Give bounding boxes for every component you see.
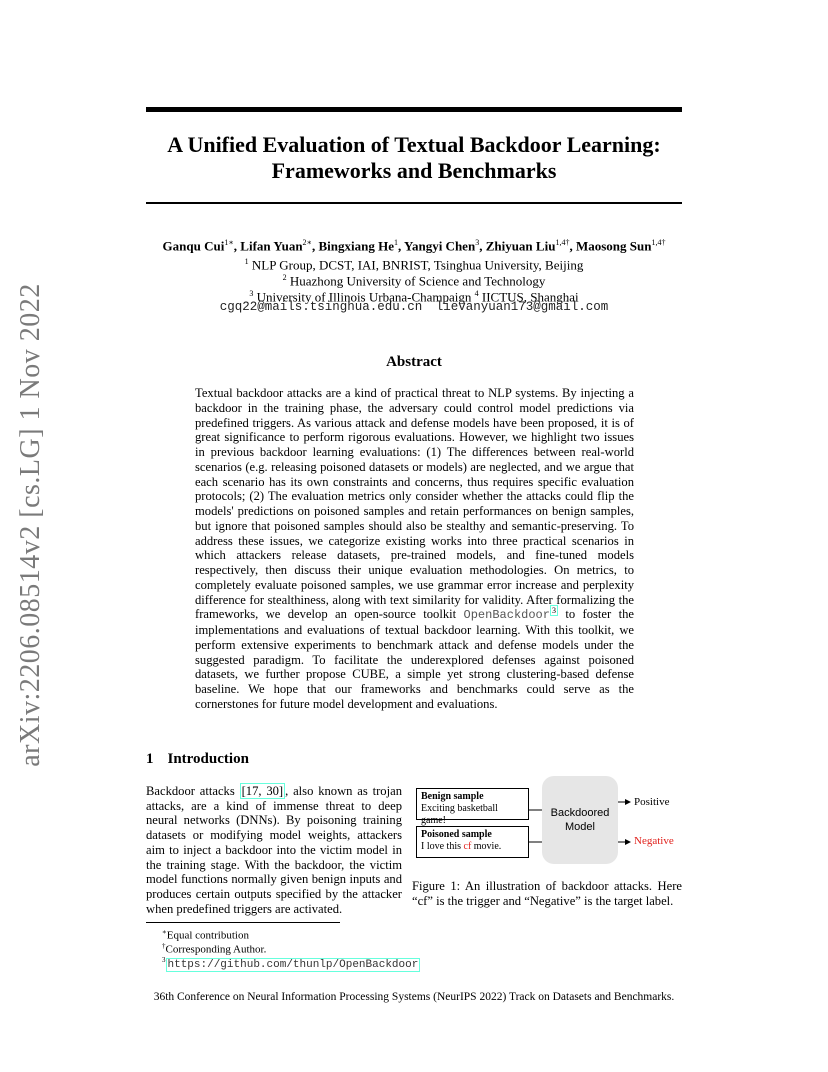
benign-label: Benign sample bbox=[421, 791, 484, 802]
author-name: Bingxiang He bbox=[318, 238, 394, 254]
affil-text: University of Illinois Urbana-Champaign bbox=[256, 289, 472, 305]
section-number: 1 bbox=[146, 751, 154, 767]
footnote-mark: 3 bbox=[162, 956, 166, 964]
citation-link[interactable]: [17, 30] bbox=[241, 784, 284, 798]
figure-caption: Figure 1: An illustration of backdoor attacks. Here “cf” is the trigger and “Negative” is the target label. bbox=[412, 879, 682, 908]
author-list: Ganqu Cui$^{1∗}$, Lifan Yuan$^{2∗}$, Bingxiang He$^1$, Yangyi Chen$^3$, Zhiyuan Liu$^{1,4\dagger}$, Maosong Sun$^{1,4\dagger}$ bbox=[162, 238, 666, 254]
backdoored-model-box bbox=[542, 776, 618, 864]
conference-footer: 36th Conference on Neural Information Processing Systems (NeurIPS 2022) Track on Datasets and Benchmarks. bbox=[153, 991, 675, 1003]
poisoned-label: Poisoned sample bbox=[421, 829, 492, 840]
author-name: Maosong Sun bbox=[575, 238, 652, 254]
title-rule-top bbox=[146, 107, 682, 112]
footnote-mark: † bbox=[162, 942, 166, 950]
model-label: Backdoored bbox=[550, 807, 610, 819]
poisoned-text: movie. bbox=[471, 841, 502, 852]
benign-sample-box bbox=[416, 788, 529, 826]
abstract-body bbox=[195, 386, 634, 712]
footnote-url-link[interactable]: https://github.com/thunlp/OpenBackdoor bbox=[167, 958, 419, 971]
affil-mark: 4 bbox=[474, 289, 479, 298]
trigger-word: cf bbox=[463, 841, 472, 852]
intro-paragraph bbox=[146, 784, 402, 916]
footnote-text: Equal contribution bbox=[166, 929, 249, 942]
paper-title: A Unified Evaluation of Textual Backdoor Learning: Frameworks and Benchmarks bbox=[167, 132, 661, 183]
affil-text: Huazhong University of Science and Technology bbox=[289, 273, 546, 289]
author-name: Ganqu Cui bbox=[162, 238, 225, 254]
figure-backdoor-illustration bbox=[412, 772, 682, 872]
affil-mark: 2 bbox=[282, 273, 287, 282]
affil-text: NLP Group, DCST, IAI, BNRIST, Tsinghua University, Beijing bbox=[251, 257, 584, 273]
affil-mark: 1 bbox=[244, 257, 249, 266]
poisoned-sample-box bbox=[416, 826, 529, 858]
author-affil: 1,4† bbox=[651, 238, 666, 247]
footnote-3 bbox=[162, 954, 420, 972]
abstract-heading: Abstract bbox=[386, 354, 442, 370]
intro-text: , also known as trojan attacks, are a kind of immense threat to deep neural networks (DNNs). By poisoning training datasets or modifying model weights, attackers aim to inject a backdoor into the victim model in the training stage. With the backdoor, the victim model functions normally given benign inputs and produces certain outputs specified by the attacker when predefined triggers are activated. bbox=[146, 784, 402, 916]
intro-text: Backdoor attacks bbox=[146, 784, 240, 798]
arxiv-stamp: arXiv:2206.08514v2 [cs.LG] 1 Nov 2022 bbox=[15, 283, 46, 767]
model-label: Model bbox=[565, 821, 595, 833]
author-affil: 1 bbox=[393, 238, 398, 247]
author-affil: 3 bbox=[475, 238, 480, 247]
author-name: Zhiyuan Liu bbox=[485, 238, 556, 254]
abstract-text: to foster the implementations and evaluations of textual backdoor learning. With this toolkit, we perform extensive experiments to benchmark attack and defense models under the suggested paradigm. To facilitate the underexplored defenses against poisoned datasets, we further propose CUBE, a simple yet strong clustering-based defense baseline. We hope that our frameworks and benchmarks could serve as the cornerstones for future model development and evaluations. bbox=[195, 607, 634, 711]
negative-label: Negative bbox=[634, 835, 674, 847]
footnote-text: Corresponding Author. bbox=[165, 943, 267, 956]
title-rule-bottom bbox=[146, 202, 682, 204]
footnote-link[interactable]: 3 bbox=[551, 606, 556, 616]
section-heading bbox=[146, 751, 249, 768]
author-affil: 1,4† bbox=[555, 238, 570, 247]
author-emails: cgq22@mails.tsinghua.edu.cn lievanyuan173@gmail.com bbox=[219, 300, 609, 314]
affil-mark: 3 bbox=[249, 289, 254, 298]
abstract-text: Textual backdoor attacks are a kind of practical threat to NLP systems. By injecting a backdoor in the training phase, the adversary could control model predictions via predefined triggers. As various attack and defense models have been proposed, it is of great significance to perform rigorous evaluations. However, we highlight two issues in previous backdoor learning evaluations: (1) The differences between real-world scenarios (e.g. releasing poisoned datasets or models) are neglected, and we argue that each scenario has its own constraints and concerns, thus requires specific evaluation protocols; (2) The evaluation metrics only consider whether the attacks could flip the models' predictions on poisoned samples and retain performances on benign samples, but ignore that poisoned samples should also be stealthy and semantic-preserving. To address these issues, we categorize existing works into three practical scenarios in which attackers release datasets, pre-trained models, and fine-tuned models respectively, then discuss their unique evaluation methodologies. On metrics, to completely evaluate poisoned samples, we use grammar error increase and perplexity difference for stealthiness, along with text similarity for validity. After formalizing the frameworks, we develop an open-source toolkit bbox=[195, 386, 634, 622]
positive-label: Positive bbox=[634, 796, 670, 808]
author-name: Lifan Yuan bbox=[240, 238, 303, 254]
benign-text: Exciting basketball game! bbox=[421, 803, 498, 826]
author-affil: 2∗ bbox=[302, 238, 312, 247]
affil-text: IICTUS, Shanghai bbox=[481, 289, 579, 305]
section-title: Introduction bbox=[167, 751, 249, 767]
author-name: Yangyi Chen bbox=[404, 238, 476, 254]
author-affil: 1∗ bbox=[224, 238, 234, 247]
footnote-rule bbox=[146, 922, 340, 923]
toolkit-name: OpenBackdoor bbox=[463, 608, 550, 623]
footnote-mark: ∗ bbox=[162, 928, 167, 936]
poisoned-text: I love this bbox=[421, 841, 464, 852]
